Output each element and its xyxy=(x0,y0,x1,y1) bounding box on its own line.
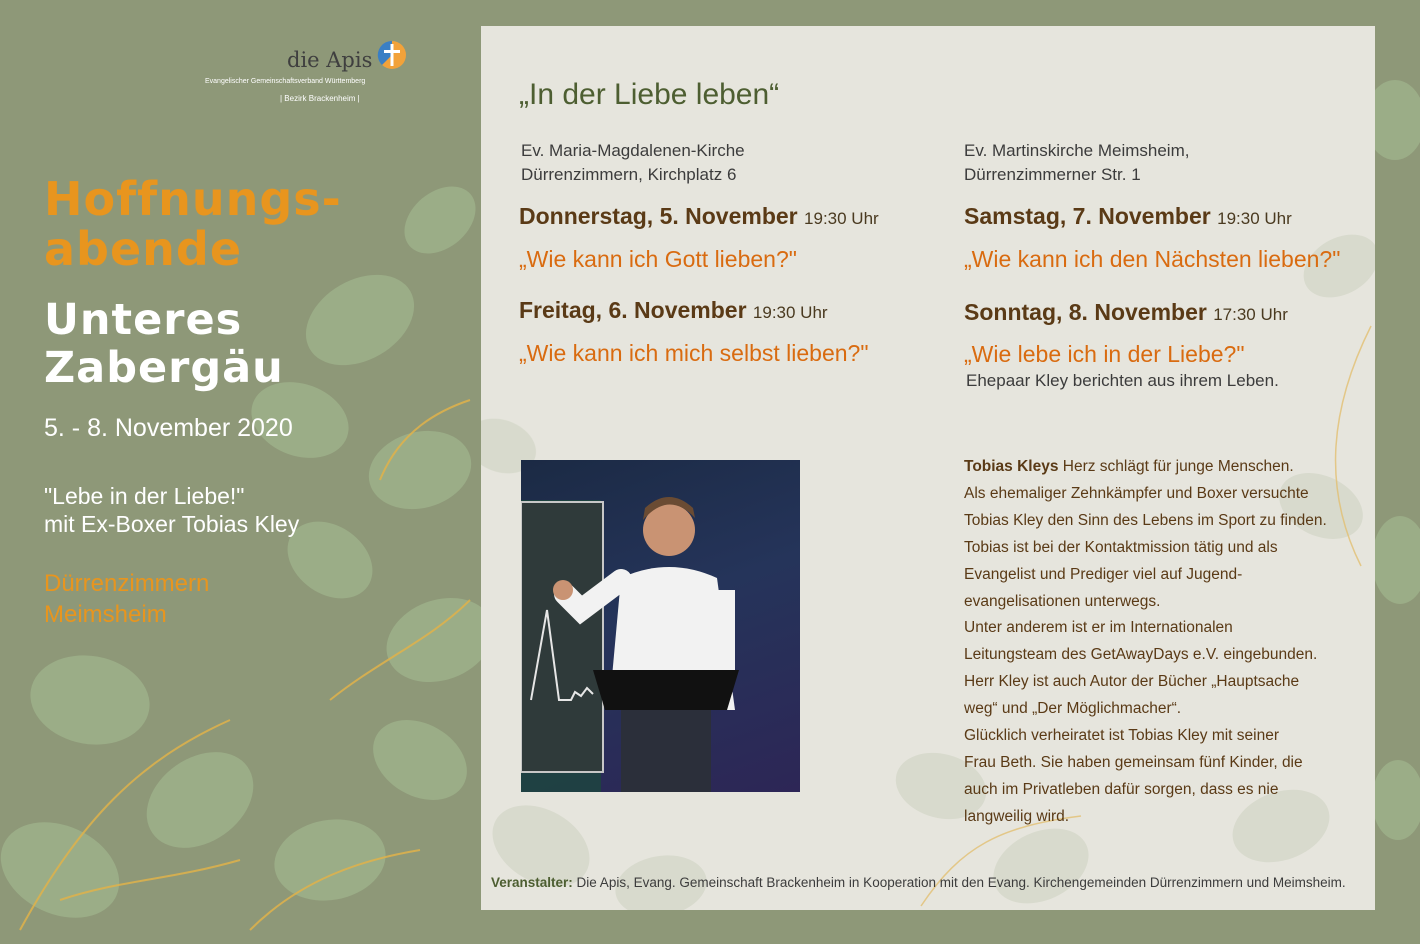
venue-line: Ev. Martinskirche Meimsheim, xyxy=(964,141,1190,160)
venue-line: Ev. Maria-Magdalenen-Kirche xyxy=(521,141,745,160)
event-time: 19:30 Uhr xyxy=(804,209,879,228)
event-day-label: Freitag, 6. November xyxy=(519,297,747,323)
panel-title: „In der Liebe leben“ xyxy=(519,78,780,111)
bio-line: Herr Kley ist auch Autor der Bücher „Hauptsache xyxy=(964,673,1300,691)
event-question: „Wie lebe ich in der Liebe?" xyxy=(964,341,1245,367)
bio-line: Herz schlägt für junge Menschen. xyxy=(1058,458,1294,475)
venue-meimsheim xyxy=(964,139,1189,187)
headline-hoffnungsabende xyxy=(44,174,342,274)
bio-line: Als ehemaliger Zehnkämpfer und Boxer versuchte xyxy=(964,484,1309,502)
headline-region xyxy=(44,296,284,392)
event-question: „Wie kann ich den Nächsten lieben?" xyxy=(964,246,1341,272)
speaker-illustration xyxy=(521,460,800,792)
bio-line: weg“ und „Der Möglichmacher“. xyxy=(964,700,1182,718)
event-day xyxy=(964,203,1292,230)
bio-line: Tobias ist bei der Kontaktmission tätig und als xyxy=(964,538,1278,556)
places xyxy=(44,568,209,630)
event-day xyxy=(964,299,1288,326)
logo-organisation: Evangelischer Gemeinschaftsverband Württemberg xyxy=(205,78,366,85)
bio-line: Evangelist und Prediger viel auf Jugend- xyxy=(964,565,1243,583)
motto-line: mit Ex-Boxer Tobias Kley xyxy=(44,511,300,537)
organizer-footer xyxy=(491,875,1346,890)
logo-name: die Apis xyxy=(287,48,373,72)
headline-line: Unteres xyxy=(44,295,243,345)
headline-line: Zabergäu xyxy=(44,343,284,393)
apis-logo xyxy=(205,38,415,108)
bio-line: Unter anderem ist er im Internationalen xyxy=(964,619,1233,637)
event-day xyxy=(519,203,879,230)
bio-line: Glücklich verheiratet ist Tobias Kley mit seiner xyxy=(964,727,1280,745)
bio-line: Leitungsteam des GetAwayDays e.V. eingebunden. xyxy=(964,646,1318,664)
venue-durrenzimmern xyxy=(521,139,745,187)
speaker-name: Tobias Kleys xyxy=(964,458,1059,475)
motto xyxy=(44,482,299,538)
event-day-label: Donnerstag, 5. November xyxy=(519,203,798,229)
bio-line: evangelisationen unterwegs. xyxy=(964,592,1161,610)
headline-line: Hoffnungs- xyxy=(44,172,342,226)
footer-label: Veranstalter: xyxy=(491,875,573,890)
bio-line: auch im Privatleben dafür sorgen, dass es nie xyxy=(964,780,1279,798)
venue-line: Dürrenzimmerner Str. 1 xyxy=(964,165,1141,184)
place-name: Meimsheim xyxy=(44,601,167,628)
motto-line: "Lebe in der Liebe!" xyxy=(44,483,245,509)
event-time: 17:30 Uhr xyxy=(1213,305,1288,324)
venue-line: Dürrenzimmern, Kirchplatz 6 xyxy=(521,165,737,184)
headline-line: abende xyxy=(44,222,243,276)
event-question: „Wie kann ich mich selbst lieben?" xyxy=(519,340,869,366)
event-day-label: Sonntag, 8. November xyxy=(964,299,1207,325)
place-name: Dürrenzimmern xyxy=(44,570,210,597)
bio-line: Tobias Kley den Sinn des Lebens im Sport zu finden. xyxy=(964,511,1327,529)
apis-cross-icon xyxy=(375,38,409,72)
logo-district: | Bezirk Brackenheim | xyxy=(280,94,360,103)
footer-text: Die Apis, Evang. Gemeinschaft Brackenheim in Kooperation mit den Evang. Kirchengemeinden Dürrenzimmern und Meimsheim. xyxy=(572,875,1346,890)
event-question: „Wie kann ich Gott lieben?" xyxy=(519,246,797,272)
speaker-photo xyxy=(521,460,800,792)
event-dates: 5. - 8. November 2020 xyxy=(44,414,293,442)
bio-line: Frau Beth. Sie haben gemeinsam fünf Kinder, die xyxy=(964,753,1303,771)
info-panel xyxy=(481,26,1375,910)
event-day xyxy=(519,297,828,324)
event-time: 19:30 Uhr xyxy=(752,303,828,322)
speaker-bio xyxy=(964,454,1344,831)
event-note: Ehepaar Kley berichten aus ihrem Leben. xyxy=(966,371,1279,390)
bio-line: langweilig wird. xyxy=(964,807,1070,825)
event-day-label: Samstag, 7. November xyxy=(964,203,1211,229)
event-time: 19:30 Uhr xyxy=(1217,209,1292,228)
